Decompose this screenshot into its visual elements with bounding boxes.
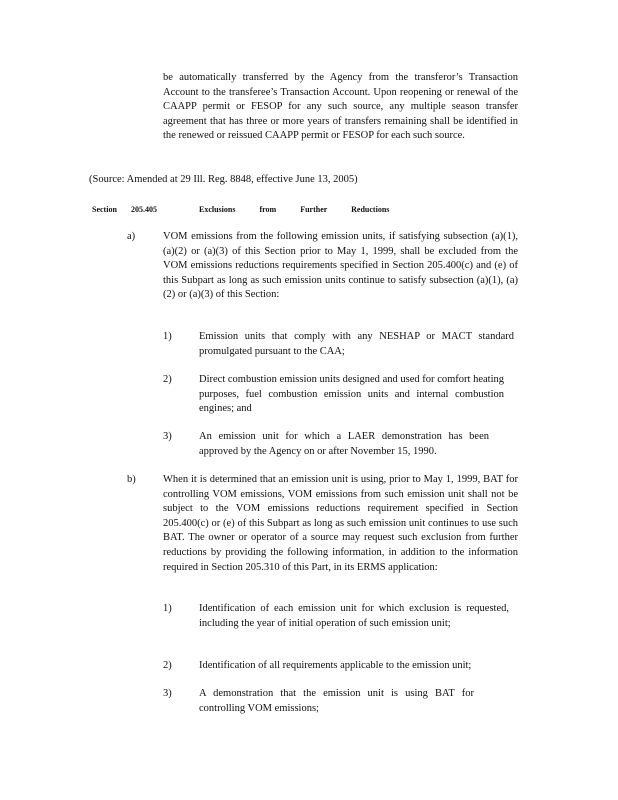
source-note: (Source: Amended at 29 Ill. Reg. 8848, effective June 13, 2005) [89, 174, 358, 185]
item-b1-label: 1) [163, 603, 172, 614]
item-a3-label: 3) [163, 431, 172, 442]
item-b1-text: Identification of each emission unit for which exclusion is requested, including the year of initial operation of such emission unit; [199, 603, 509, 629]
continuation-paragraph: be automatically transferred by the Agency from the transferor’s Transaction Account to the transferee’s Transaction Account. Upon reopening or renewal of the CAAPP permit or FESOP for any such source, any multiple season transfer agreement that has three or more years of transfers remaining shall be identified in the renewed or reissued CAAPP permit or FESOP for each such source. [163, 72, 518, 142]
subsection-a-label: a) [127, 231, 136, 242]
item-a1-text: Emission units that comply with any NESHAP or MACT standard promulgated pursuant to the CAA; [199, 331, 514, 357]
section-title: Exclusions from Further Reductions [199, 205, 390, 214]
item-a1-label: 1) [163, 331, 172, 342]
subsection-a-text: VOM emissions from the following emission units, if satisfying subsection (a)(1), (a)(2) or (a)(3) of this Section prior to May 1, 1999, shall be excluded from the VOM emissions reductions requirements specified in Section 205.400(c) and (e) of this Subpart as long as such emission units continue to satisfy subsection (a)(1), (a)(2) or (a)(3) of this Section: [163, 231, 518, 301]
section-number: 205.405 [131, 205, 157, 214]
item-a2-label: 2) [163, 374, 172, 385]
section-label: Section [92, 205, 117, 214]
subsection-b-label: b) [127, 474, 136, 485]
item-b2-label: 2) [163, 660, 172, 671]
item-a2-text: Direct combustion emission units designed and used for comfort heating purposes, fuel combustion emission units and internal combustion engines; and [199, 374, 504, 415]
subsection-b-text: When it is determined that an emission unit is using, prior to May 1, 1999, BAT for controlling VOM emissions, VOM emissions from such emission unit shall not be subject to the VOM emissions reductions requirement specified in Section 205.400(c) or (e) of this Subpart as long as such emission unit continues to use such BAT. The owner or operator of a source may request such exclusion from further reductions by providing the following information, in addition to the information required in Section 205.310 of this Part, in its ERMS application: [163, 474, 518, 573]
item-b3-text: A demonstration that the emission unit is using BAT for controlling VOM emissions; [199, 688, 474, 714]
item-b3-label: 3) [163, 688, 172, 699]
item-a3-text: An emission unit for which a LAER demonstration has been approved by the Agency on or after November 15, 1990. [199, 431, 489, 457]
item-b2-text: Identification of all requirements applicable to the emission unit; [199, 660, 472, 671]
